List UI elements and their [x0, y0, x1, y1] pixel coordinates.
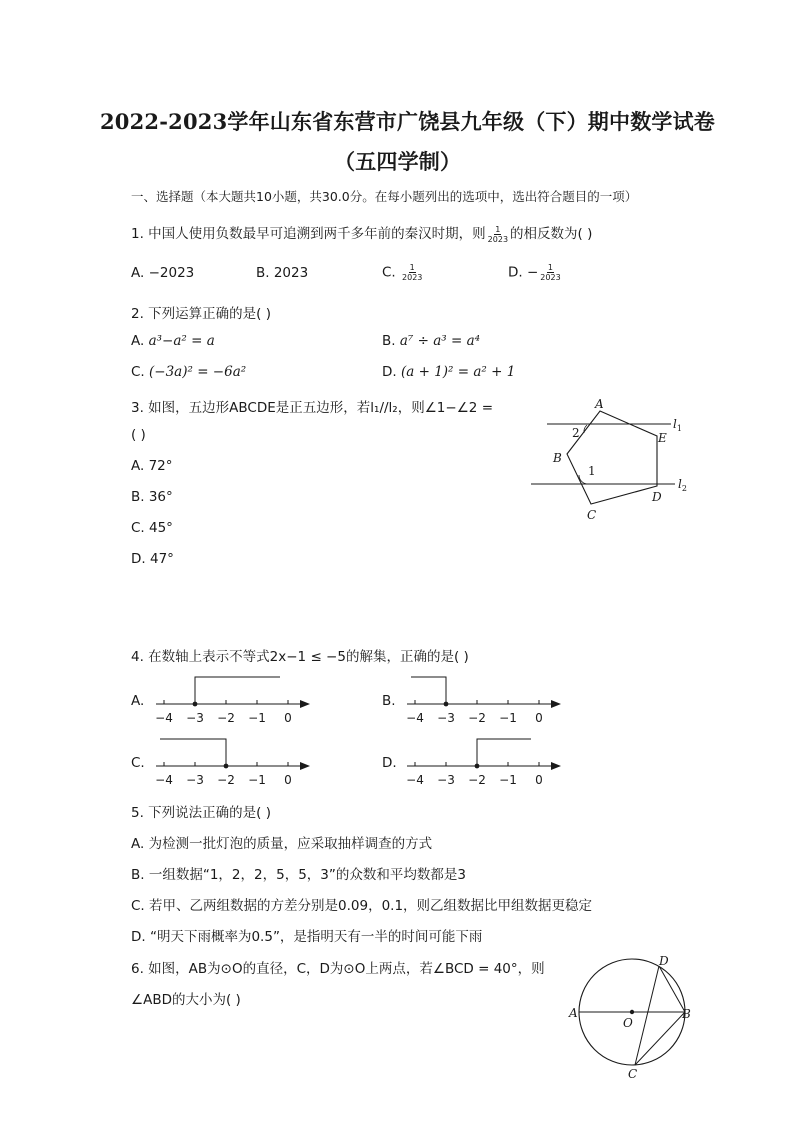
q5-stem: 5. 下列说法正确的是( ) [131, 805, 271, 821]
tick-label: −1 [248, 773, 266, 787]
line-l2-label: $l_2$ [678, 477, 687, 493]
q1-option-d[interactable]: D. − $\frac{1}{2023}$ [508, 263, 561, 282]
q6-circle-figure [565, 950, 705, 1078]
q5-option-c[interactable]: C. 若甲、乙两组数据的方差分别是0.09，0.1，则乙组数据比甲组数据更稳定 [131, 898, 593, 914]
angle-2-label: 2 [572, 426, 580, 440]
tick-label: −2 [468, 711, 486, 725]
solution-ray [160, 739, 226, 766]
q1-option-c[interactable]: C. $\frac{1}{2023}$ [382, 263, 423, 282]
line-l1-label: $l_1$ [673, 417, 682, 433]
q3-option-c[interactable]: C. 45° [131, 520, 173, 536]
q6-stem-cont: ∠ABD的大小为( ) [131, 992, 241, 1008]
q3-stem-bracket: ( ) [131, 427, 146, 443]
q1-option-b[interactable]: B. 2023 [256, 265, 309, 281]
tick-label: −2 [217, 773, 235, 787]
solution-ray [195, 677, 280, 704]
solution-point [444, 702, 449, 707]
tick-label: 0 [535, 711, 543, 725]
q6-stem: 6. 如图，AB为⊙O的直径，C，D为⊙O上两点，若∠BCD = 40°，则 [131, 961, 545, 977]
solution-ray [411, 677, 446, 704]
solution-point [193, 702, 198, 707]
exam-subtitle: （五四学制） [334, 149, 462, 174]
chord-cd [635, 966, 659, 1065]
q5-option-b[interactable]: B. 一组数据“1，2，2，5，5，3”的众数和平均数都是3 [131, 867, 466, 883]
q3-option-a[interactable]: A. 72° [131, 458, 173, 474]
q2-option-b[interactable]: B. a⁷ ÷ a³ = a⁴ [382, 333, 481, 349]
q5-option-a[interactable]: A. 为检测一批灯泡的质量，应采取抽样调查的方式 [131, 836, 433, 852]
exam-title: 2022-2023学年山东省东营市广饶县九年级（下）期中数学试卷 [100, 109, 716, 134]
axis-arrow [551, 700, 561, 708]
tick-label: −3 [437, 773, 455, 787]
q3-pentagon-figure [525, 394, 700, 524]
pentagon-abcde [567, 411, 657, 504]
q3-stem: 3. 如图，五边形ABCDE是正五边形，若l₁//l₂，则∠1−∠2 = [131, 400, 494, 416]
q4-number-line-d[interactable] [403, 735, 568, 791]
vertex-d: D [652, 490, 662, 504]
tick-label: −2 [468, 773, 486, 787]
q4-option-b-label[interactable]: B. [382, 693, 396, 709]
tick-label: −2 [217, 711, 235, 725]
q1-option-a[interactable]: A. −2023 [131, 265, 195, 281]
chord-bd [659, 966, 685, 1012]
tick-label: −4 [406, 773, 424, 787]
center-point [630, 1010, 634, 1014]
axis-arrow [300, 762, 310, 770]
q4-option-a-label[interactable]: A. [131, 693, 145, 709]
solution-point [224, 764, 229, 769]
q2-option-c[interactable]: C. (−3a)² = −6a² [131, 364, 247, 380]
q4-option-c-label[interactable]: C. [131, 755, 145, 771]
tick-label: −4 [406, 711, 424, 725]
q4-number-line-c[interactable] [152, 735, 317, 791]
q4-stem: 4. 在数轴上表示不等式2x−1 ≤ −5的解集，正确的是( ) [131, 649, 469, 665]
point-o: O [623, 1016, 633, 1030]
solution-ray [477, 739, 531, 766]
q4-number-line-b[interactable] [403, 673, 568, 729]
q1-stem: 1. 中国人使用负数最早可追溯到两千多年前的秦汉时期，则 $\frac{1}{2023}$ 的相反数为( ) [131, 224, 593, 244]
tick-label: −3 [186, 711, 204, 725]
tick-label: 0 [284, 711, 292, 725]
q5-option-d[interactable]: D. “明天下雨概率为0.5”，是指明天有一半的时间可能下雨 [131, 929, 483, 945]
tick-label: −3 [186, 773, 204, 787]
section-heading: 一、选择题（本大题共10小题，共30.0分。在每小题列出的选项中，选出符合题目的一项） [131, 189, 638, 204]
q1-stem-fraction: $\frac{1}{2023}$ [487, 224, 509, 244]
q3-option-d[interactable]: D. 47° [131, 551, 174, 567]
axis-arrow [551, 762, 561, 770]
axis-arrow [300, 700, 310, 708]
solution-point [475, 764, 480, 769]
tick-label: 0 [535, 773, 543, 787]
tick-label: −4 [155, 711, 173, 725]
tick-label: −3 [437, 711, 455, 725]
tick-label: −1 [499, 711, 517, 725]
q2-option-a[interactable]: A. a³−a² = a [131, 333, 215, 349]
point-c: C [628, 1067, 638, 1078]
vertex-e: E [658, 431, 667, 445]
q4-option-d-label[interactable]: D. [382, 755, 397, 771]
q2-option-d[interactable]: D. (a + 1)² = a² + 1 [382, 364, 516, 380]
q3-option-b[interactable]: B. 36° [131, 489, 173, 505]
point-a: A [569, 1006, 578, 1020]
point-d: D [659, 954, 669, 968]
q4-number-line-a[interactable] [152, 673, 317, 729]
vertex-b: B [553, 451, 562, 465]
vertex-a: A [595, 397, 604, 411]
tick-label: −4 [155, 773, 173, 787]
tick-label: 0 [284, 773, 292, 787]
angle-1-label: 1 [588, 464, 596, 478]
tick-label: −1 [499, 773, 517, 787]
point-b: B [682, 1007, 691, 1021]
tick-label: −1 [248, 711, 266, 725]
q2-stem: 2. 下列运算正确的是( ) [131, 306, 271, 322]
vertex-c: C [587, 508, 597, 522]
